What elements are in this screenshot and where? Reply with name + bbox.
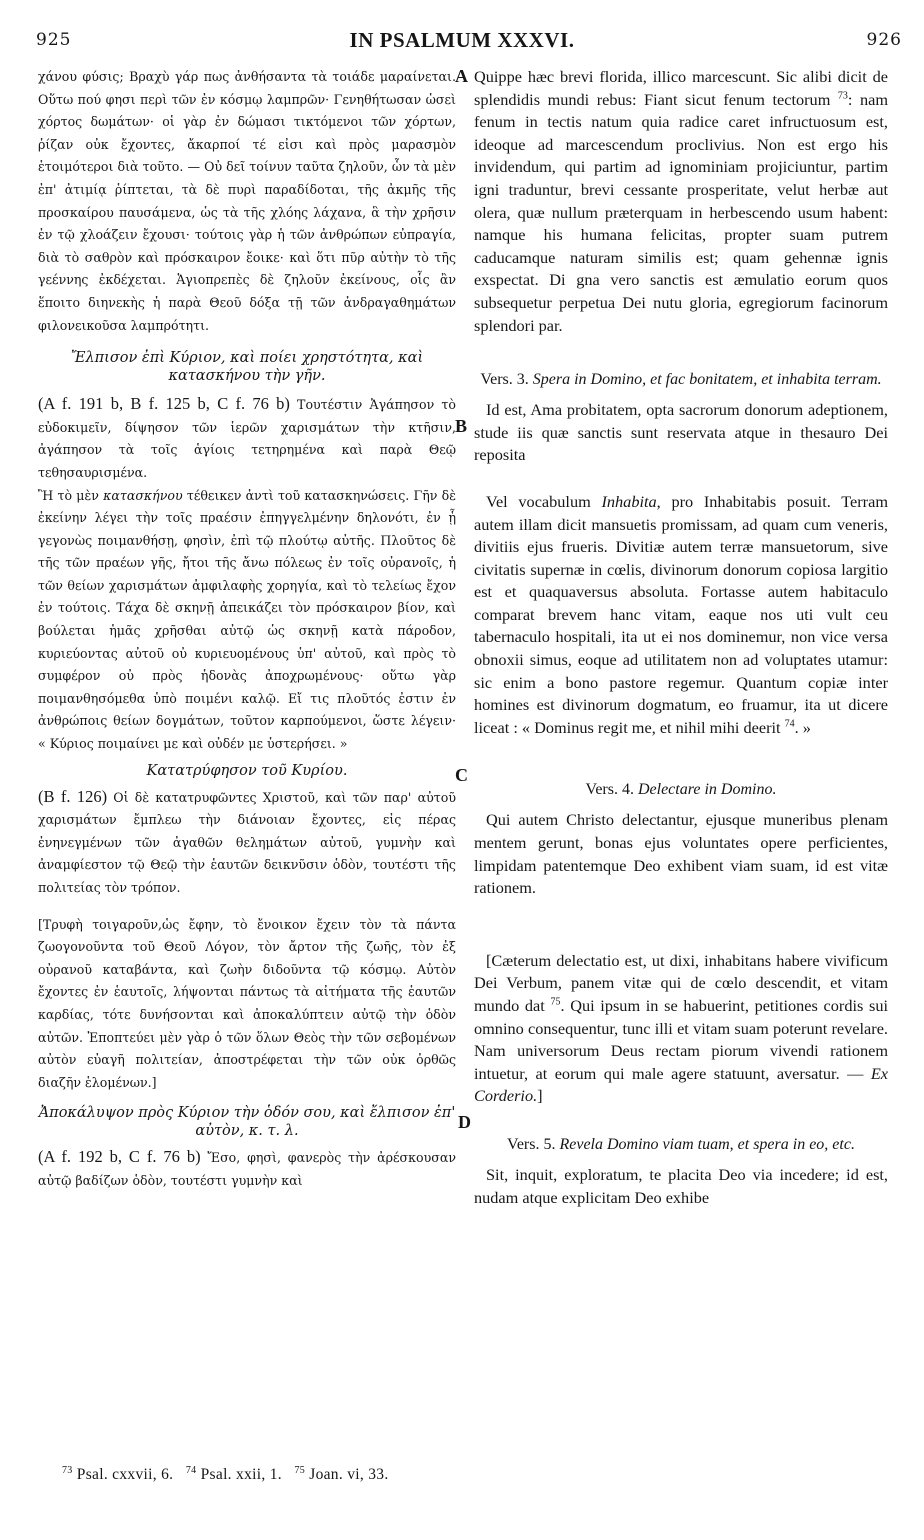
latin-paragraph-5-cont: . Qui ipsum in se habuerint, petitiones cordis sui omnino consequentur, tunc illi et vitam suam poterunt revelare. Nam universorum Deus rectam piorum vivendi rationem intuetur, at eorum qui male agere statuunt, aversatur. — xyxy=(474,996,889,1083)
footnote-text: Joan. vi, 33. xyxy=(309,1466,389,1483)
greek-paragraph-3 xyxy=(38,485,456,756)
greek-paragraph-4 xyxy=(38,786,456,900)
latin-paragraph-1 xyxy=(474,66,888,337)
manuscript-reference: (A f. 191 b, B f. 125 b, C f. 76 b) xyxy=(38,394,290,414)
greek-paragraph-3-text: τέθεικεν ἀντὶ τοῦ κατασκηνώσεις. Γῆν δὲ ἐκείνην λέγει τὴν τοῖς πραέσιν ἐπηγγελμένην δηλονότι, ἐν ᾗ γεγονὼς ποιμανθήσῃ, φησὶν, ἐπὶ τῷ πλούτῳ αὐτῆς. Πλοῦτος δὲ τῆς τῶν πραέων γῆς, ἤτοι τῆς ἄνω πόλεως ἐν τοῖς οὐρανοῖς, ἡ τῶν θείων χαρισμάτων ἀμφιλαφὴς χορηγία, καὶ τὸ τελείως ἔχον ἐν τούτοις. Τάχα δὲ σκηνῇ ἀπεικάζει τὸν πρόσκαιρον βίον, καὶ βούλεται ἡμᾶς χρῆσθαι αὐτῷ ὡς σκηνῇ κατὰ πάροδον, κυριεύοντας αὐτοῦ οὐ κυριευομένους ὑπ' αὐτοῦ, καὶ πρὸς τὸ συμφέρον οὐ πρὸς ἡδονὰς ἀποχρωμένους· οὕτω γὰρ ποιμανθησόμεθα ὑπὸ ποιμένι καλῷ. Εἴ τις πλοῦτός ἐστιν ἐν ἀνθρώποις θείων δογμάτων, τοῦτον καρπούμενοι, ὥστε λέγειν· « Κύριος ποιμαίνει με καὶ οὐδέν με ὑστερήσει. » xyxy=(38,487,457,752)
footnote-number: 73 xyxy=(62,1464,73,1476)
latin-verse-heading-1 xyxy=(474,371,888,389)
footnote-text: Psal. cxxvii, 6. xyxy=(76,1466,174,1483)
latin-paragraph-5 xyxy=(474,950,888,1108)
latin-paragraph-6: Sit, inquit, exploratum, te placita Deo via incedere; id est, nudam atque explicitam Deo exhibe xyxy=(474,1164,888,1207)
greek-paragraph-5: [Τρυφὴ τοιγαροῦν,ὡς ἔφην, τὸ ἔνοικον ἔχειν τὸν τὰ πάντα ζωογονοῦντα τοῦ Θεοῦ Λόγον, τὸν ἄρτον τῆς ζωῆς, τὸν ἐξ οὐρανοῦ καταβάντα, καὶ ζωὴν διδοῦντα τῷ κόσμῳ. Αὐτὸν ἔχοντες ἐν ἑαυτοῖς, λήψονται πάντως τὰ αἰτήματα τῆς ἑαυτῶν καρδίας, τότε δυνήσονται καὶ ἀποκαλύπτειν αὐτῷ τὴν ὁδὸν αὐτῶν. Ἐποπτεύει μὲν γὰρ ὁ τῶν ὅλων Θεὸς τὴν τῶν σεβομένων αὐτὸν εὐαγῆ πολιτείαν, ἀποστρέφεται τὴν τῶν οὐκ ὀρθῶς διαζῆν ἑλομένων.] xyxy=(38,916,456,1090)
margin-letter-d: D xyxy=(458,1112,471,1132)
verse-label: Vers. 4. xyxy=(585,781,634,799)
latin-paragraph-3 xyxy=(474,491,888,740)
greek-paragraph-6 xyxy=(38,1146,456,1192)
latin-paragraph-3-text: , pro Inhabitabis posuit. Terram autem illam dicit mansuetis promissam, ad quam cum veneris, divitiis ejus frueris. Divitiæ autem terræ mansuetorum, sive civitatis supernæ in cœlis, divinorum donorum copiosa largitio est et quaquaversus absoluta. Fortasse autem habitaculo comparat brevem hanc vitam, eaque nos uti vult ceu tabernaculo hospitali, ita ut ei nos dominemur, non vice versa obnoxii simus, eoque ad utilitatem non ad voluptates utamur: sic enim a bono pastore regemur. Quantum copiæ inter homines est divinorum dogmatum, eo fruamur, ita ut dicere liceat : « Dominus regit me, et nihil mihi deerit xyxy=(474,491,888,737)
greek-paragraph-3-lead: Ἢ τὸ μὲν xyxy=(38,487,104,503)
footnote-ref-74: 74 xyxy=(784,718,795,730)
page-header xyxy=(0,28,924,58)
latin-paragraph-5-end: ] xyxy=(537,1086,543,1106)
greek-verse-heading-2: Κατατρύφησον τοῦ Κυρίου. xyxy=(146,762,348,779)
latin-paragraph-5-source: Ex Corderio. xyxy=(474,1063,888,1106)
latin-paragraph-3-italic: Inhabita xyxy=(601,491,657,511)
latin-paragraph-3-lead: Vel vocabulum xyxy=(486,491,602,511)
greek-paragraph-1: χάνου φύσις; Βραχὺ γάρ πως ἀνθήσαντα τὰ τοιάδε μαραίνεται. Οὕτω πού φησι περὶ τῶν ἐν κόσμῳ λαμπρῶν· Γενηθήτωσαν ὡσεὶ χόρτος δωμάτων· οἱ γὰρ ἐν δώμασι τικτόμενοι τῶν χόρτων, ῥίζαν οὐκ ἔχοντες, ἄκαρποί τέ εἰσι καὶ πρὸς μαρασμὸν ἑτοιμότεροι διὰ τοῦτο. — Οὐ δεῖ τοίνυν ταῦτα ζηλοῦν, ὧν τὰ μὲν ἐπ' ἀτιμίᾳ ῥίπτεται, τὰ δὲ πυρὶ παραδίδοται, τῆς ἀκμῆς τῆς προσκαίρου παυσάμενα, ὡς τὰ τῆς χλόης λάχανα, ἃ τὴν χρῆσιν ἐν τῷ χλοάζειν ἔχουσι· τούτοις γὰρ ἡ τῶν ἀνθρώπων εὐπραγία, διὰ τὸ σαθρὸν καὶ πρόσκαιρον ἔοικε· καὶ ὅτι πῦρ αὐτὴν τὸ τῆς γεέννης ἐκδέχεται. Ἁγιοπρεπὲς δὲ ζηλοῦν ἐκείνους, οἷς ἂν ἕποιτο διηνεκὴς ἡ παρὰ Θεοῦ δόξα τῇ τῶν ἀνδραγαθημάτων φιλονεικοῦσα λαμπρότητι. xyxy=(38,69,456,333)
greek-verse-heading-3: Ἀποκάλυψον πρὸς Κύριον τὴν ὁδόν σου, καὶ ἔλπισον ἐπ' αὐτὸν, κ. τ. λ. xyxy=(38,1105,456,1140)
verse-text: Revela Domino viam tuam, et spera in eo, etc. xyxy=(559,1135,855,1153)
running-head: IN PSALMUM XXXVI. xyxy=(349,28,575,52)
footnote-ref-75: 75 xyxy=(550,996,561,1008)
verse-label: Vers. 5. xyxy=(507,1135,556,1153)
footnote-text: Psal. xxii, 1. xyxy=(200,1466,282,1483)
greek-paragraph-3-italic: κατασκήνου xyxy=(103,487,183,503)
margin-letter-a: A xyxy=(455,66,468,86)
verse-text: Delectare in Domino. xyxy=(637,781,777,799)
latin-paragraph-5-text: [Cæterum delectatio est, ut dixi, inhabitans habere vivificum Dei Verbum, panem vitæ qui de cœlo descendit, et vitam mundo dat xyxy=(474,950,888,1015)
verse-label: Vers. 3. xyxy=(480,371,529,389)
page-number-right: 926 xyxy=(866,30,902,50)
latin-paragraph-1-cont: : nam fenum in tectis natum quia radice caret infructuosum est, ideoque ad marcescendum proclivius. Non est ergo his invidendum, qui partim ad ignominiam projiciuntur, partim igni traduntur, brevi cessante prosperitate, velut herbæ aut olera, quæ nullum præterquam in herbescendo usum habent: namque his humana felicitas, propter suam putrem caducamque naturam similis est; quam gehennæ ignis exspectat. Di gna vero sanctis est æmulatio eorum quos subsequetur perpetua Dei nutu gloria, egregiorum facinorum splendori par. xyxy=(474,89,889,335)
latin-paragraph-2: Id est, Ama probitatem, opta sacrorum donorum adeptionem, stude iis quæ sanctis sunt reservata atque in thesauro Dei reposita xyxy=(474,400,888,465)
latin-verse-heading-2 xyxy=(474,781,888,799)
greek-paragraph-2-text: Τουτέστιν Ἀγάπησον τὸ εὐδοκιμεῖν, δίψησον τῶν ἱερῶν χαρισμάτων τὴν κτῆσιν, ἀγάπησον τὰ τοῖς ἁγίοις τετηρημένα καὶ παρὰ Θεῷ τεθησαυρισμένα. xyxy=(38,397,456,480)
greek-paragraph-2 xyxy=(38,393,456,484)
margin-letter-b: B xyxy=(455,416,468,436)
latin-paragraph-1-text: Quippe hæc brevi florida, illico marcescunt. Sic alibi dicit de splendidis mundi rebus: Fiant sicut fenum tectorum xyxy=(474,67,888,109)
latin-column xyxy=(474,66,888,1209)
footnote-ref-73: 73 xyxy=(837,90,848,102)
verse-text: Spera in Domino, et fac bonitatem, et inhabita terram. xyxy=(532,371,882,389)
latin-paragraph-4: Qui autem Christo delectantur, ejusque muneribus plenam mentem gerunt, bonas ejus voluntates opere perficientes, limpidam patentemque Deo exhibent viam suam, id est vitæ rationem. xyxy=(474,810,888,898)
manuscript-reference: (A f. 192 b, C f. 76 b) xyxy=(38,1147,201,1167)
greek-column xyxy=(38,66,456,1193)
latin-verse-heading-3 xyxy=(474,1136,888,1154)
footnotes xyxy=(62,1466,562,1484)
manuscript-reference: (B f. 126) xyxy=(38,786,108,806)
greek-verse-heading-1: Ἔλπισον ἐπὶ Κύριον, καὶ ποίει χρηστότητα, καὶ κατασκήνου τὴν γῆν. xyxy=(70,350,424,385)
footnote-number: 75 xyxy=(294,1464,306,1476)
footnote-number: 74 xyxy=(185,1464,197,1476)
greek-paragraph-4-text: Οἱ δὲ κατατρυφῶντες Χριστοῦ, καὶ τῶν παρ' αὐτοῦ χαρισμάτων ἔμπλεω τὴν διάνοιαν ἔχοντες, εἰς πέρας ἐνηνεγμένων τῶν ἀγαθῶν θελημάτων αὐτοῦ, γυμνὴν καὶ ἀναμφίεστον τῷ Θεῷ τὴν ἑαυτῶν δεικνῦσιν ὁδὸν, τουτέστι τῆς πολιτείας τὸν τρόπον. xyxy=(38,789,456,895)
latin-paragraph-3-end: . » xyxy=(794,717,811,737)
margin-letter-c: C xyxy=(455,765,468,785)
page-number-left: 925 xyxy=(36,30,72,50)
greek-paragraph-6-text: Ἔσο, φησὶ, φανερὸς τὴν ἀρέσκουσαν αὐτῷ βαδίζων ὁδὸν, τουτέστι γυμνὴν καὶ xyxy=(38,1150,456,1188)
